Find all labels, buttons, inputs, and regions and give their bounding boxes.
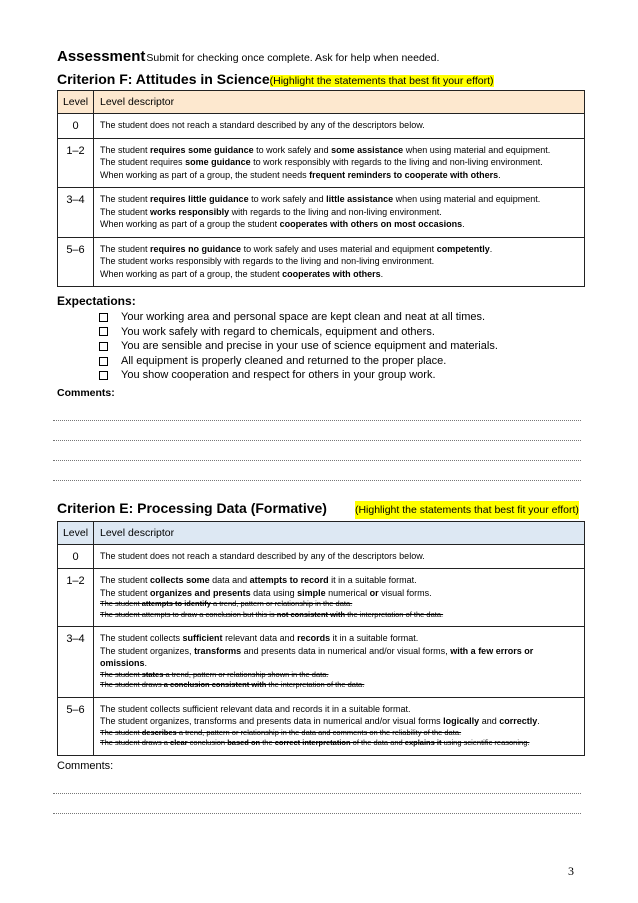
comment-line[interactable] — [53, 774, 581, 794]
descriptor-column-header: Level descriptor — [94, 521, 585, 544]
descriptor-line: The student works responsibly with regards to the living and non-living environment. — [100, 256, 435, 266]
descriptor-line: The student organizes, transforms and presents data in numerical and/or visual forms, with a few errors or omissions. — [100, 645, 534, 669]
descriptor-cell[interactable] — [94, 544, 585, 569]
comments-label-f: Comments: — [57, 386, 115, 399]
checkbox-icon[interactable] — [99, 342, 108, 351]
table-row[interactable] — [58, 114, 585, 139]
descriptor-cell[interactable] — [94, 569, 585, 627]
level-column-header: Level — [58, 91, 94, 114]
assessment-header — [57, 48, 585, 67]
descriptor-text: The student does not reach a standard described by any of the descriptors below. — [100, 550, 425, 561]
struck-descriptor-line: The student attempts to draw a conclusion but this is not consistent with the interpretation of the data. — [100, 609, 444, 619]
list-item[interactable]: You are sensible and precise in your use of science equipment and materials. — [99, 339, 585, 354]
table-row[interactable] — [58, 627, 585, 698]
struck-descriptor-line: The student draws a conclusion consistent with the interpretation of the data. — [100, 680, 365, 690]
descriptor-line: The student organizes and presents data using simple numerical or visual forms. — [100, 587, 432, 598]
table-header-row — [58, 91, 585, 114]
descriptor-line: The student requires no guidance to work safely and uses material and equipment competently. — [100, 243, 493, 254]
descriptor-line: The student collects sufficient relevant data and records it in a suitable format. — [100, 633, 419, 644]
criterion-e-heading — [57, 499, 585, 519]
list-item[interactable]: Your working area and personal space are kept clean and neat at all times. — [99, 310, 585, 325]
struck-descriptor-line: The student states a trend, pattern or relationship shown in the data. — [100, 669, 329, 679]
comments-label-e: Comments: — [57, 759, 114, 772]
table-row[interactable] — [58, 188, 585, 238]
descriptor-text: The student does not reach a standard described by any of the descriptors below. — [100, 120, 425, 130]
descriptor-line: The student requires little guidance to work safely and little assistance when using material and equipment. — [100, 194, 541, 204]
comments-lines-f[interactable] — [57, 401, 585, 481]
level-cell: 1–2 — [58, 569, 94, 627]
descriptor-column-header: Level descriptor — [94, 91, 585, 114]
descriptor-cell[interactable] — [94, 138, 585, 188]
struck-descriptor-line: The student attempts to identify a trend, pattern or relationship in the data. — [100, 599, 353, 609]
page-number: 3 — [568, 864, 574, 878]
list-item[interactable]: You show cooperation and respect for others in your group work. — [99, 368, 585, 383]
level-cell: 3–4 — [58, 188, 94, 238]
level-column-header: Level — [58, 521, 94, 544]
table-row[interactable] — [58, 138, 585, 188]
criterion-e-highlight-note: (Highlight the statements that best fit your effort) — [355, 501, 579, 519]
descriptor-line: The student collects some data and attempts to record it in a suitable format. — [100, 575, 417, 586]
criterion-e-table — [57, 521, 585, 756]
descriptor-line: The student requires some guidance to work safely and some assistance when using material and equipment. — [100, 144, 551, 155]
level-cell: 0 — [58, 114, 94, 139]
descriptor-line: When working as part of a group the student cooperates with others on most occasions. — [100, 219, 465, 229]
struck-descriptor-line: The student draws a clear conclusion based on the correct interpretation of the data and explains it using scientific reasoning. — [100, 738, 530, 748]
descriptor-cell[interactable] — [94, 188, 585, 238]
descriptor-line: When working as part of a group, the student needs frequent reminders to cooperate with others. — [100, 169, 501, 180]
expectations-title: Expectations: — [57, 294, 136, 308]
checkbox-icon[interactable] — [99, 327, 108, 336]
expectations-checklist — [99, 310, 585, 383]
criterion-e-title: Criterion E: Processing Data (Formative) — [57, 499, 327, 516]
descriptor-line: The student organizes, transforms and presents data in numerical and/or visual forms logically and correctly. — [100, 716, 540, 727]
descriptor-cell[interactable] — [94, 627, 585, 698]
table-row[interactable] — [58, 544, 585, 569]
descriptor-cell[interactable] — [94, 697, 585, 755]
list-item[interactable]: You work safely with regard to chemicals, equipment and others. — [99, 325, 585, 340]
struck-descriptor-line: The student describes a trend, pattern or relationship in the data and comments on the reliability of the data. — [100, 727, 462, 737]
criterion-f-highlight-note: (Highlight the statements that best fit your effort) — [269, 75, 494, 87]
table-row[interactable] — [58, 697, 585, 755]
table-header-row — [58, 521, 585, 544]
level-cell: 3–4 — [58, 627, 94, 698]
comment-line[interactable] — [53, 421, 581, 441]
checkbox-icon[interactable] — [99, 371, 108, 380]
criterion-f-title: Criterion F: Attitudes in Science — [57, 71, 270, 87]
comment-line[interactable] — [53, 401, 581, 421]
descriptor-cell[interactable] — [94, 114, 585, 139]
worksheet-page — [57, 48, 585, 814]
descriptor-line: The student requires some guidance to work responsibly with regards to the living and non-living environment. — [100, 157, 543, 167]
level-cell: 5–6 — [58, 237, 94, 287]
descriptor-line: When working as part of a group, the student cooperates with others. — [100, 268, 384, 279]
assessment-instructions: Submit for checking once complete. Ask for help when needed. — [146, 52, 440, 64]
comment-line[interactable] — [53, 441, 581, 461]
list-item[interactable]: All equipment is properly cleaned and returned to the proper place. — [99, 354, 585, 369]
descriptor-cell[interactable] — [94, 237, 585, 287]
criterion-f-table — [57, 90, 585, 287]
comment-line[interactable] — [53, 461, 581, 481]
comments-lines-e[interactable] — [57, 774, 585, 814]
level-cell: 1–2 — [58, 138, 94, 188]
checkbox-icon[interactable] — [99, 313, 108, 322]
level-cell: 5–6 — [58, 697, 94, 755]
assessment-title: Assessment — [57, 48, 146, 65]
criterion-f-heading — [57, 70, 585, 90]
table-row[interactable] — [58, 569, 585, 627]
table-row[interactable] — [58, 237, 585, 287]
checkbox-icon[interactable] — [99, 357, 108, 366]
descriptor-line: The student works responsibly with regards to the living and non-living environment. — [100, 206, 442, 217]
descriptor-line: The student collects sufficient relevant data and records it in a suitable format. — [100, 703, 411, 714]
level-cell: 0 — [58, 544, 94, 569]
comment-line[interactable] — [53, 794, 581, 814]
